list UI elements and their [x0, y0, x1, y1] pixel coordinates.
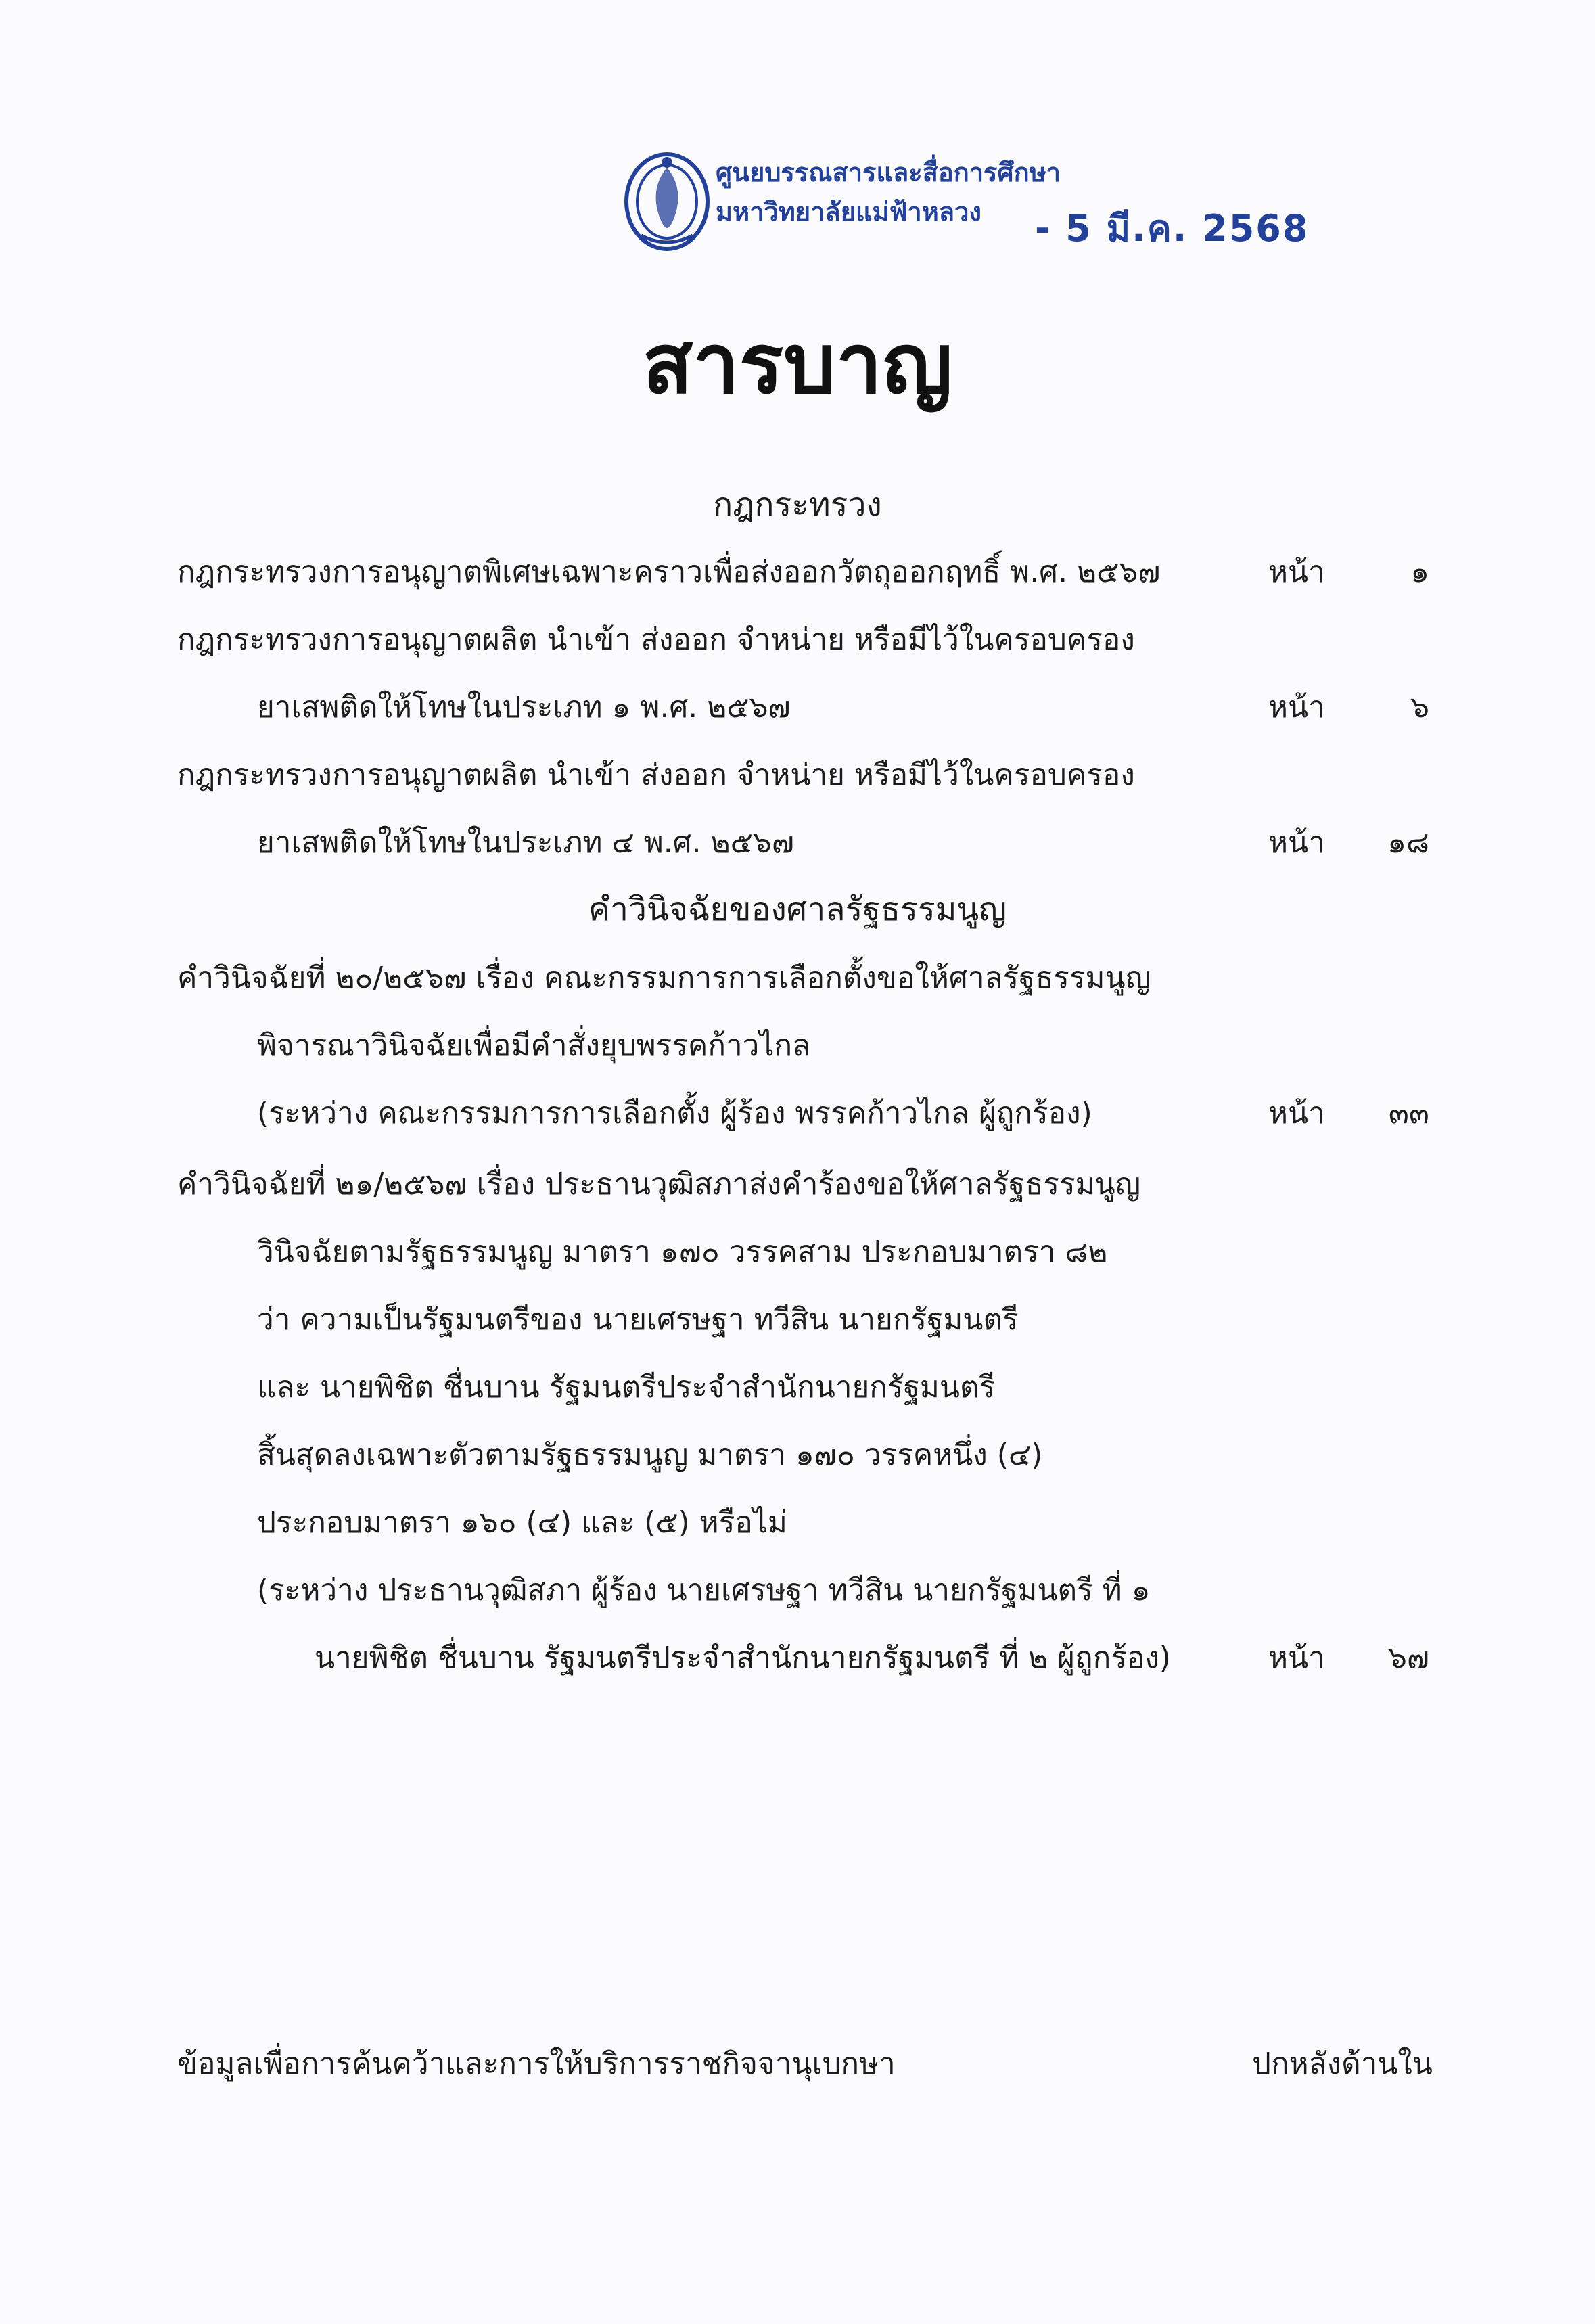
toc-entry-line: พิจารณาวินิจฉัยเพื่อมีคำสั่งยุบพรรคก้าวไกล — [257, 1028, 811, 1063]
footer-source-note: ข้อมูลเพื่อการค้นคว้าและการให้บริการราชกิจจานุเบกษา — [177, 2047, 896, 2081]
toc-page-number: ๖ — [1410, 690, 1429, 725]
toc-page-label: หน้า — [1268, 1641, 1325, 1675]
toc-page-label: หน้า — [1268, 825, 1325, 860]
toc-page-number: ๑๘ — [1387, 825, 1429, 860]
toc-page-label: หน้า — [1268, 690, 1325, 725]
toc-page-number: ๑ — [1410, 555, 1429, 589]
page-title: สารบาญ — [642, 316, 953, 412]
footer-location-note: ปกหลังด้านใน — [1252, 2047, 1433, 2081]
section-heading-ministerial: กฎกระทรวง — [713, 486, 882, 524]
toc-page-number: ๓๓ — [1388, 1096, 1429, 1131]
section-heading-court: คำวินิจฉัยของศาลรัฐธรรมนูญ — [588, 890, 1007, 928]
toc-entry-line: คำวินิจฉัยที่ ๒๑/๒๕๖๗ เรื่อง ประธานวุฒิสภาส่งคำร้องขอให้ศาลรัฐธรรมนูญ — [177, 1167, 1141, 1202]
toc-page-label: หน้า — [1268, 1096, 1325, 1131]
stamp-organization-line: ศูนยบรรณสารและสื่อการศึกษา — [716, 158, 1061, 187]
toc-entry-line: กฎกระทรวงการอนุญาตผลิต นำเข้า ส่งออก จำหน่าย หรือมีไว้ในครอบครอง — [177, 758, 1135, 792]
toc-entry-line: ว่า ความเป็นรัฐมนตรีของ นายเศรษฐา ทวีสิน นายกรัฐมนตรี — [257, 1302, 1019, 1337]
toc-entry-line: ยาเสพติดให้โทษในประเภท ๑ พ.ศ. ๒๕๖๗ — [257, 690, 791, 725]
toc-entry-line: นายพิชิต ชื่นบาน รัฐมนตรีประจำสำนักนายกรัฐมนตรี ที่ ๒ ผู้ถูกร้อง) — [315, 1641, 1171, 1675]
toc-page-label: หน้า — [1268, 555, 1325, 589]
toc-entry-line: ประกอบมาตรา ๑๖๐ (๔) และ (๕) หรือไม่ — [257, 1505, 787, 1540]
toc-entry-line: วินิจฉัยตามรัฐธรรมนูญ มาตรา ๑๗๐ วรรคสาม ประกอบมาตรา ๘๒ — [257, 1235, 1108, 1269]
toc-entry-line: และ นายพิชิต ชื่นบาน รัฐมนตรีประจำสำนักนายกรัฐมนตรี — [257, 1370, 996, 1405]
stamp-university-line: มหาวิทยาลัยแม่ฟ้าหลวง — [716, 197, 981, 227]
toc-entry-line: กฎกระทรวงการอนุญาตพิเศษเฉพาะคราวเพื่อส่งออกวัตถุออกฤทธิ์ พ.ศ. ๒๕๖๗ — [177, 555, 1161, 589]
university-seal-icon — [621, 147, 713, 253]
toc-entry-line: (ระหว่าง ประธานวุฒิสภา ผู้ร้อง นายเศรษฐา ทวีสิน นายกรัฐมนตรี ที่ ๑ — [257, 1573, 1151, 1608]
toc-entry-line: คำวินิจฉัยที่ ๒๐/๒๕๖๗ เรื่อง คณะกรรมการการเลือกตั้งขอให้ศาลรัฐธรรมนูญ — [177, 961, 1151, 995]
toc-entry-line: ยาเสพติดให้โทษในประเภท ๔ พ.ศ. ๒๕๖๗ — [257, 825, 794, 860]
stamp-date: - 5 มี.ค. 2568 — [1035, 207, 1310, 250]
toc-entry-line: กฎกระทรวงการอนุญาตผลิต นำเข้า ส่งออก จำหน่าย หรือมีไว้ในครอบครอง — [177, 622, 1135, 657]
toc-entry-line: (ระหว่าง คณะกรรมการการเลือกตั้ง ผู้ร้อง พรรคก้าวไกล ผู้ถูกร้อง) — [257, 1096, 1092, 1131]
toc-page-number: ๖๗ — [1387, 1641, 1429, 1675]
toc-entry-line: สิ้นสุดลงเฉพาะตัวตามรัฐธรรมนูญ มาตรา ๑๗๐ วรรคหนึ่ง (๔) — [257, 1438, 1043, 1472]
